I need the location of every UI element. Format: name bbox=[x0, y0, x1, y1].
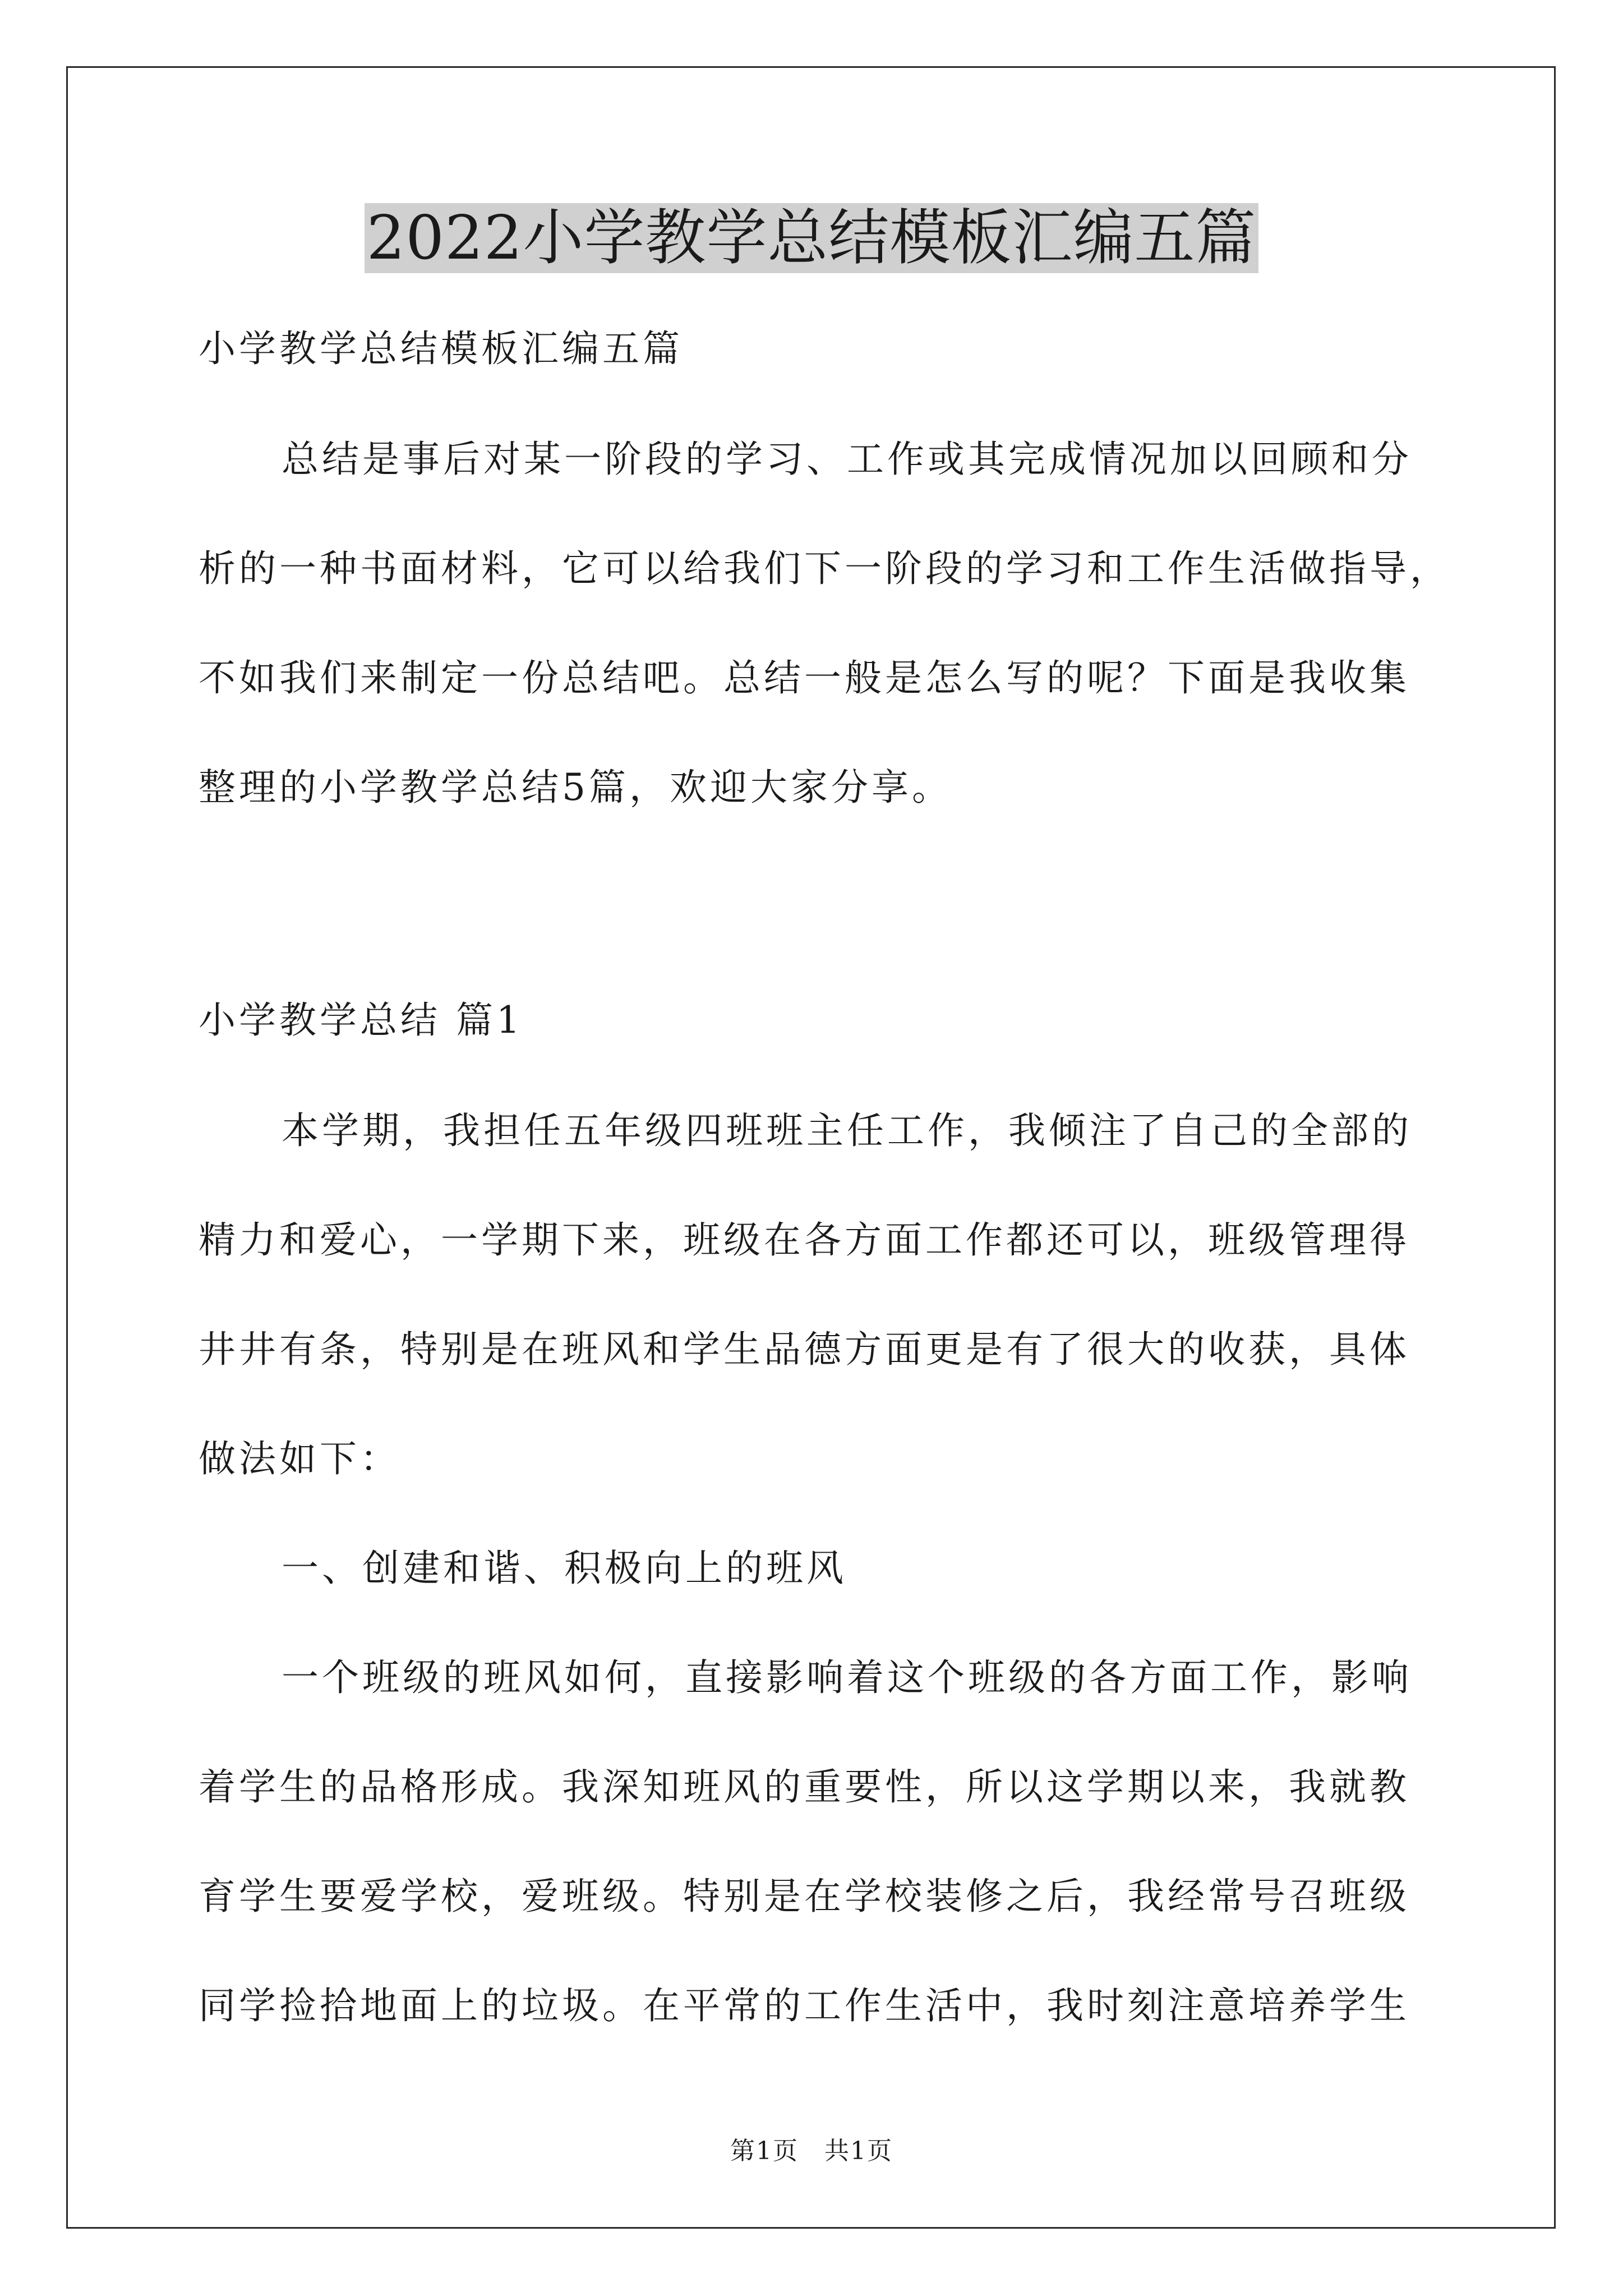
para2-line-4: 同学捡拾地面上的垃圾。在平常的工作生活中，我时刻注意培养学生 bbox=[199, 1984, 1410, 2027]
page-footer: 第1页 共1页 bbox=[730, 2137, 893, 2165]
para1-line-4: 做法如下： bbox=[199, 1437, 400, 1480]
sub-heading: 一、创建和谐、积极向上的班风 bbox=[282, 1547, 847, 1590]
intro-line-3: 不如我们来制定一份总结吧。总结一般是怎么写的呢？下面是我收集 bbox=[199, 656, 1410, 700]
para2-line-1: 一个班级的班风如何，直接影响着这个班级的各方面工作，影响 bbox=[282, 1656, 1412, 1699]
para2-line-3: 育学生要爱学校，爱班级。特别是在学校装修之后，我经常号召班级 bbox=[199, 1875, 1410, 1918]
intro-line-1: 总结是事后对某一阶段的学习、工作或其完成情况加以回顾和分 bbox=[282, 438, 1412, 481]
intro-line-2: 析的一种书面材料，它可以给我们下一阶段的学习和工作生活做指导， bbox=[199, 547, 1450, 590]
subtitle: 小学教学总结模板汇编五篇 bbox=[199, 327, 683, 370]
para1-line-3: 井井有条，特别是在班风和学生品德方面更是有了很大的收获，具体 bbox=[199, 1328, 1410, 1371]
document-title bbox=[0, 199, 1623, 278]
section-heading: 小学教学总结 篇1 bbox=[199, 999, 523, 1042]
para1-line-2: 精力和爱心，一学期下来，班级在各方面工作都还可以，班级管理得 bbox=[199, 1218, 1410, 1262]
intro-line-4: 整理的小学教学总结5篇，欢迎大家分享。 bbox=[199, 766, 952, 809]
document-title-text: 2022小学教学总结模板汇编五篇 bbox=[365, 203, 1259, 273]
para1-line-1: 本学期，我担任五年级四班班主任工作，我倾注了自己的全部的 bbox=[282, 1109, 1412, 1152]
para2-line-2: 着学生的品格形成。我深知班风的重要性，所以这学期以来，我就教 bbox=[199, 1765, 1410, 1809]
